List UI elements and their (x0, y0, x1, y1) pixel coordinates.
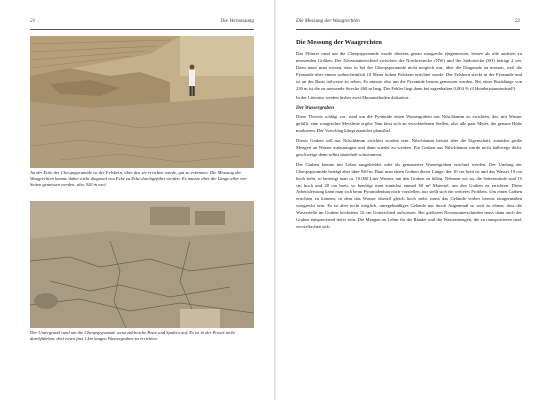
section-heading: Der Wassergraben (296, 106, 335, 112)
chapter-content (296, 39, 522, 234)
photo-pyramid-corner (30, 36, 254, 168)
chapter-title: Die Messung der Waagrechten (296, 39, 382, 46)
caption-bottom: Der Untergrund rund um die Cheopspyramide weist zahlreiche Risse und Spalten auf. Es ist in der Praxis nicht durchführbar, dort einen fast 1 km langen Wassergraben zu errichten. (30, 330, 235, 342)
running-head: Die Messung der Waagrechten (296, 18, 360, 24)
page-number: 21 (30, 18, 36, 24)
paragraph: Dieser Graben soll aus Nilschlamm errichtet worden sein. Nilschlamm besitzt aber die Eigenschaft, zunächst große Mengen an Wasser aufzusaugen und dann wieder zu werden. Ein Graben aus Nilschlamm würde nicht halbwegs dicht, geschweige denn selbst dauerhaft schwimmen. (296, 138, 522, 157)
right-page (276, 0, 550, 400)
running-head: Die Vermessung (220, 18, 254, 24)
caption-top: An der Ecke der Cheopspyramide ist der Felskern, über den sie errichtet wurde, gut zu erkennen. Die Messung der Waagrechten konnte daher nicht diagonal von Ecke zu Ecke durchgeführt werden. Es musste über die Länge aller vier Seiten gemessen werden, also 920 m weit. (30, 170, 248, 188)
photo-cracked-ground (30, 201, 254, 328)
paragraph: In der Literatur werden bisher zwei Messmethoden diskutiert. (296, 95, 410, 101)
left-page (0, 0, 274, 400)
header-rule (296, 29, 520, 30)
paragraph: Der Graben könnte mit Lehm ausgekleidet oder als gemauerter Wassergraben errichtet werden. Der Umfang der Cheopspyramide beträgt aber über 920 m. Baut man einen Graben dieser Länge, der 10 cm breit ist und das Wasser 10 cm hoch steht, so benötigt man ca. 10.000 Liter Wasser, um den Graben zu füllen. Nehmen wir an, die Seitenwände sind 15 cm hoch und 20 cm breit, so benötigt man zunächst einmal 60 m³ Material, um den Graben zu errichten. Diese Arbeitsleistung kann man sich beim Pyramidenbau noch vorstellen, nur stellt sich ein weiteres Problem. Um einen Graben errichten zu können, in dem das Wasser überall gleich hoch steht, muss das Gelände vorher bereits einigermaßen waagrecht sein. Es ist aber nicht möglich, unregelmäßiges Gelände nur durch Augenmaß so weit zu ebnen, dass die Wasserteile im Graben höchstens 10 cm Unterschied aufweisen. Bei größeren Niveauunterschieden muss dann auch der Graben entsprechend tiefer sein. Die Mengen an Lehm für die Ränder und die Wassermengen, die zu transportieren sind, vervielfachen sich. (296, 161, 522, 229)
page-number: 22 (514, 18, 520, 24)
paragraph: Diese Theorie schlägt vor, rund um die Pyramide einen Wassergraben aus Nilschlamm zu errichten, der, mit Wasser gefüllt, eine waagrechte Messlinie ergibt. Nun lässt sich an verschiedenen Stellen, also alle paar Meter, die genaue Höhe markieren. Der Vorschlag klingt zunächst plausibel. (296, 114, 522, 134)
paragraph: Das Pflaster rund um die Cheopspyramide wurde überaus genau waagrecht eingemessen, besser als alle anderen zu messenden Größen. Der Niveauunterschied zwischen der Nordwestecke (NW) und der Südostecke (SO) beträgt 2 cm. Dazu muss man wissen, dass es bei der Cheopspyramide nicht möglich war, über die Diagonale zu messen, weil die Pyramide über einem wahrscheinlich 10 Meter hohen Felskern errichtet wurde. Der Felskern steckt in der Pyramide und ist an der Basis teilweise zu sehen. Es musste also um die Pyramide herum gemessen werden. Bei einer Basislänge von 230 m ist die zu messende Strecke 460 m lang. Der Fehler liegt dann bei sagenhaften 0,004 % (4 Hundertstausendstel!). (296, 51, 522, 91)
pyramid-corner-illustration (30, 36, 254, 168)
cracked-ground-illustration (30, 201, 254, 328)
header-rule (30, 29, 254, 30)
